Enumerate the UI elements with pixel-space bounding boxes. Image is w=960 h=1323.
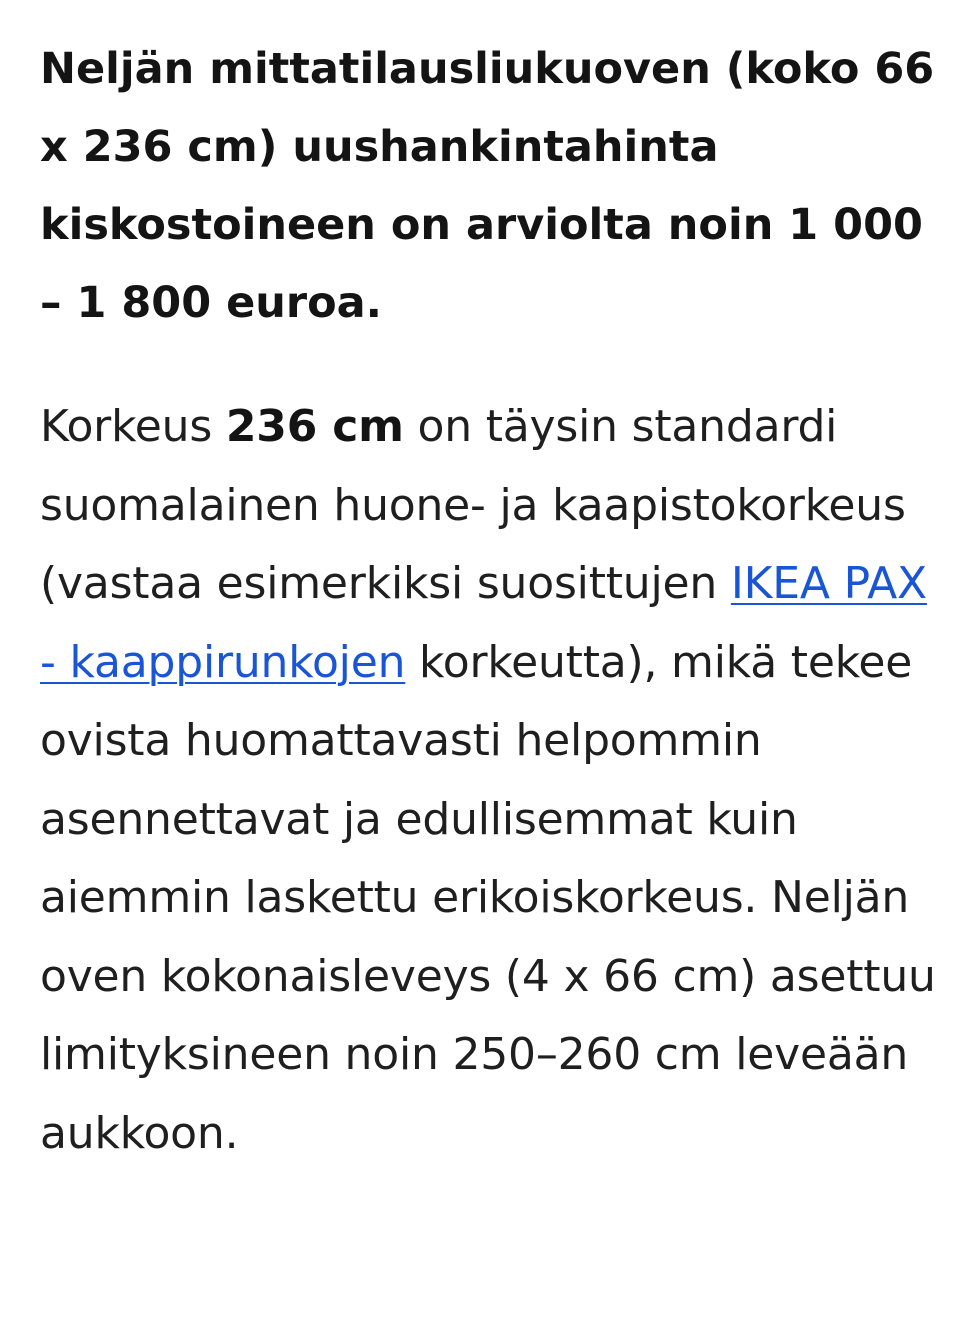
height-highlight: 236 cm <box>225 401 404 452</box>
paragraph-text-1: Korkeus <box>40 401 226 452</box>
answer-headline: Neljän mittatilausliukuoven (koko 66 x 236 cm) uushankintahinta kiskostoineen on arviolta noin 1 000 – 1 800 euroa. <box>40 44 935 328</box>
answer-paragraph <box>40 388 940 1173</box>
paragraph-text-3: korkeutta), mikä tekee ovista huomattavasti helpommin asennettavat ja edullisemmat kuin aiemmin laskettu erikoiskorkeus. Neljän oven kokonaisleveys (4 x 66 cm) asettuu limityksineen noin 250–260 cm leveään aukkoon. <box>40 636 936 1159</box>
ikea-pax-link[interactable]: IKEA PAX - kaappirunkojen <box>40 558 927 688</box>
ai-answer-block <box>40 30 940 1173</box>
paragraph-text-2: on täysin standardi suomalainen huone- ja kaapistokorkeus (vastaa esimerkiksi suosittujen <box>40 401 906 609</box>
